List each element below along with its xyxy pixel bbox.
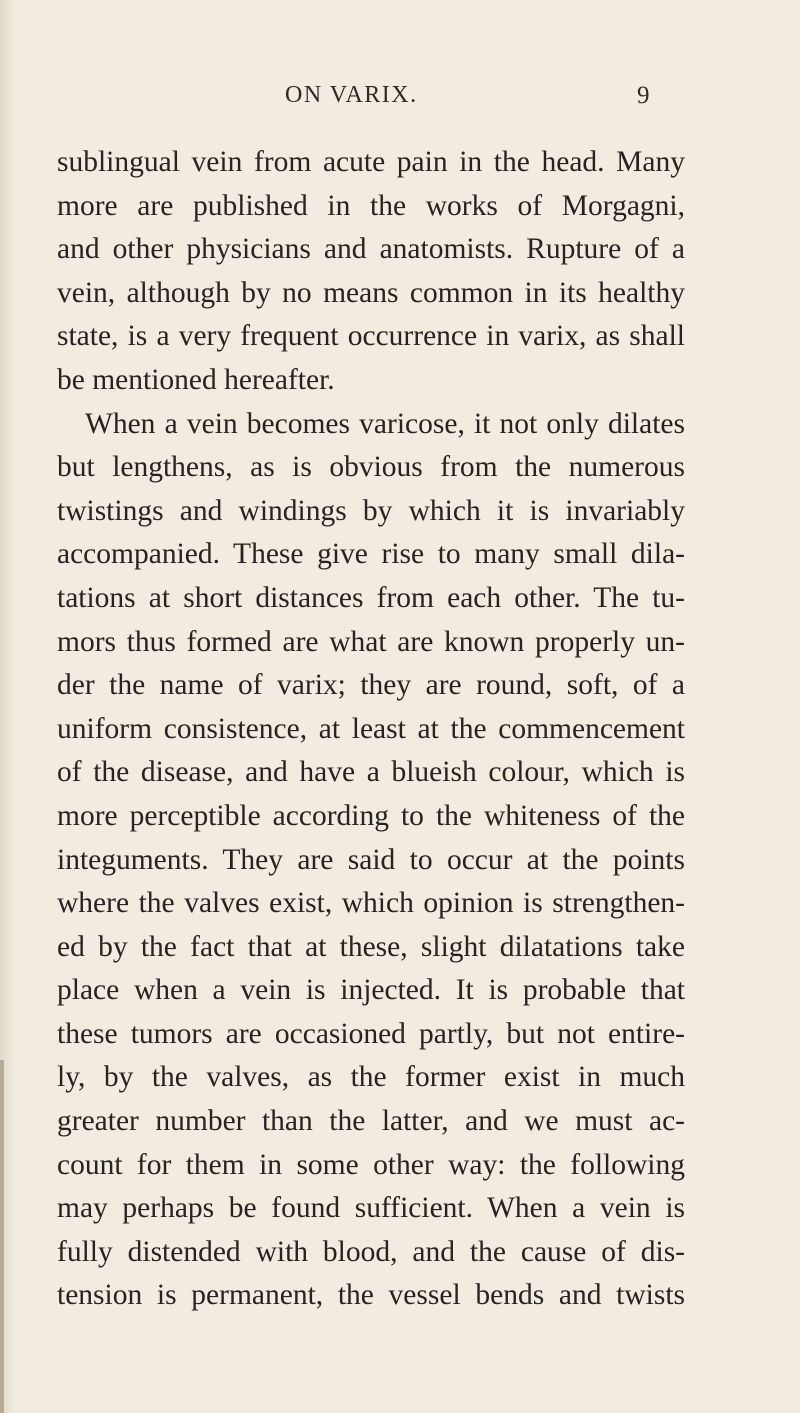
text-line-8: but lengthens, as is obvious from the numerous <box>57 451 685 484</box>
text-line-11: tations at short distances from each other. The tu- <box>57 581 685 614</box>
text-line-3: and other physicians and anatomists. Rupture of a <box>57 233 685 266</box>
text-line-14: uniform consistence, at least at the commencement <box>57 712 685 745</box>
text-line-25: may perhaps be found sufficient. When a vein is <box>57 1192 685 1225</box>
text-line-26: fully distended with blood, and the cause of dis- <box>57 1235 685 1268</box>
page-number: 9 <box>637 82 650 109</box>
text-line-15: of the disease, and have a blueish colour, which is <box>57 756 685 789</box>
text-line-12: mors thus formed are what are known properly un- <box>57 625 685 658</box>
text-line-1: sublingual vein from acute pain in the head. Many <box>57 146 685 178</box>
running-head: ON VARIX. <box>285 82 418 108</box>
page-binding-edge <box>0 1060 4 1413</box>
text-line-18: where the valves exist, which opinion is strengthen- <box>57 887 685 920</box>
text-line-7: When a vein becomes varicose, it not only dilates <box>85 407 685 440</box>
text-line-13: der the name of varix; they are round, soft, of a <box>57 669 685 702</box>
text-line-19: ed by the fact that at these, slight dilatations take <box>57 930 685 963</box>
text-line-5: state, is a very frequent occurrence in varix, as shall <box>57 320 685 353</box>
text-line-4: vein, although by no means common in its healthy <box>57 276 685 309</box>
text-line-6: be mentioned hereafter. <box>57 363 335 396</box>
text-line-16: more perceptible according to the whiteness of the <box>57 799 685 832</box>
text-line-24: count for them in some other way: the following <box>57 1148 685 1181</box>
text-line-20: place when a vein is injected. It is probable that <box>57 974 685 1007</box>
text-line-2: more are published in the works of Morgagni, <box>57 189 685 222</box>
text-line-9: twistings and windings by which it is invariably <box>57 494 685 527</box>
text-line-17: integuments. They are said to occur at the points <box>57 843 685 876</box>
text-line-22: ly, by the valves, as the former exist in much <box>57 1061 685 1094</box>
body-text <box>57 141 685 1318</box>
text-line-10: accompanied. These give rise to many small dila- <box>57 538 685 571</box>
text-line-23: greater number than the latter, and we must ac- <box>57 1105 685 1138</box>
text-line-27: tension is permanent, the vessel bends and twists <box>57 1279 685 1312</box>
text-line-21: these tumors are occasioned partly, but not entire- <box>57 1017 685 1050</box>
page-header <box>0 82 800 122</box>
